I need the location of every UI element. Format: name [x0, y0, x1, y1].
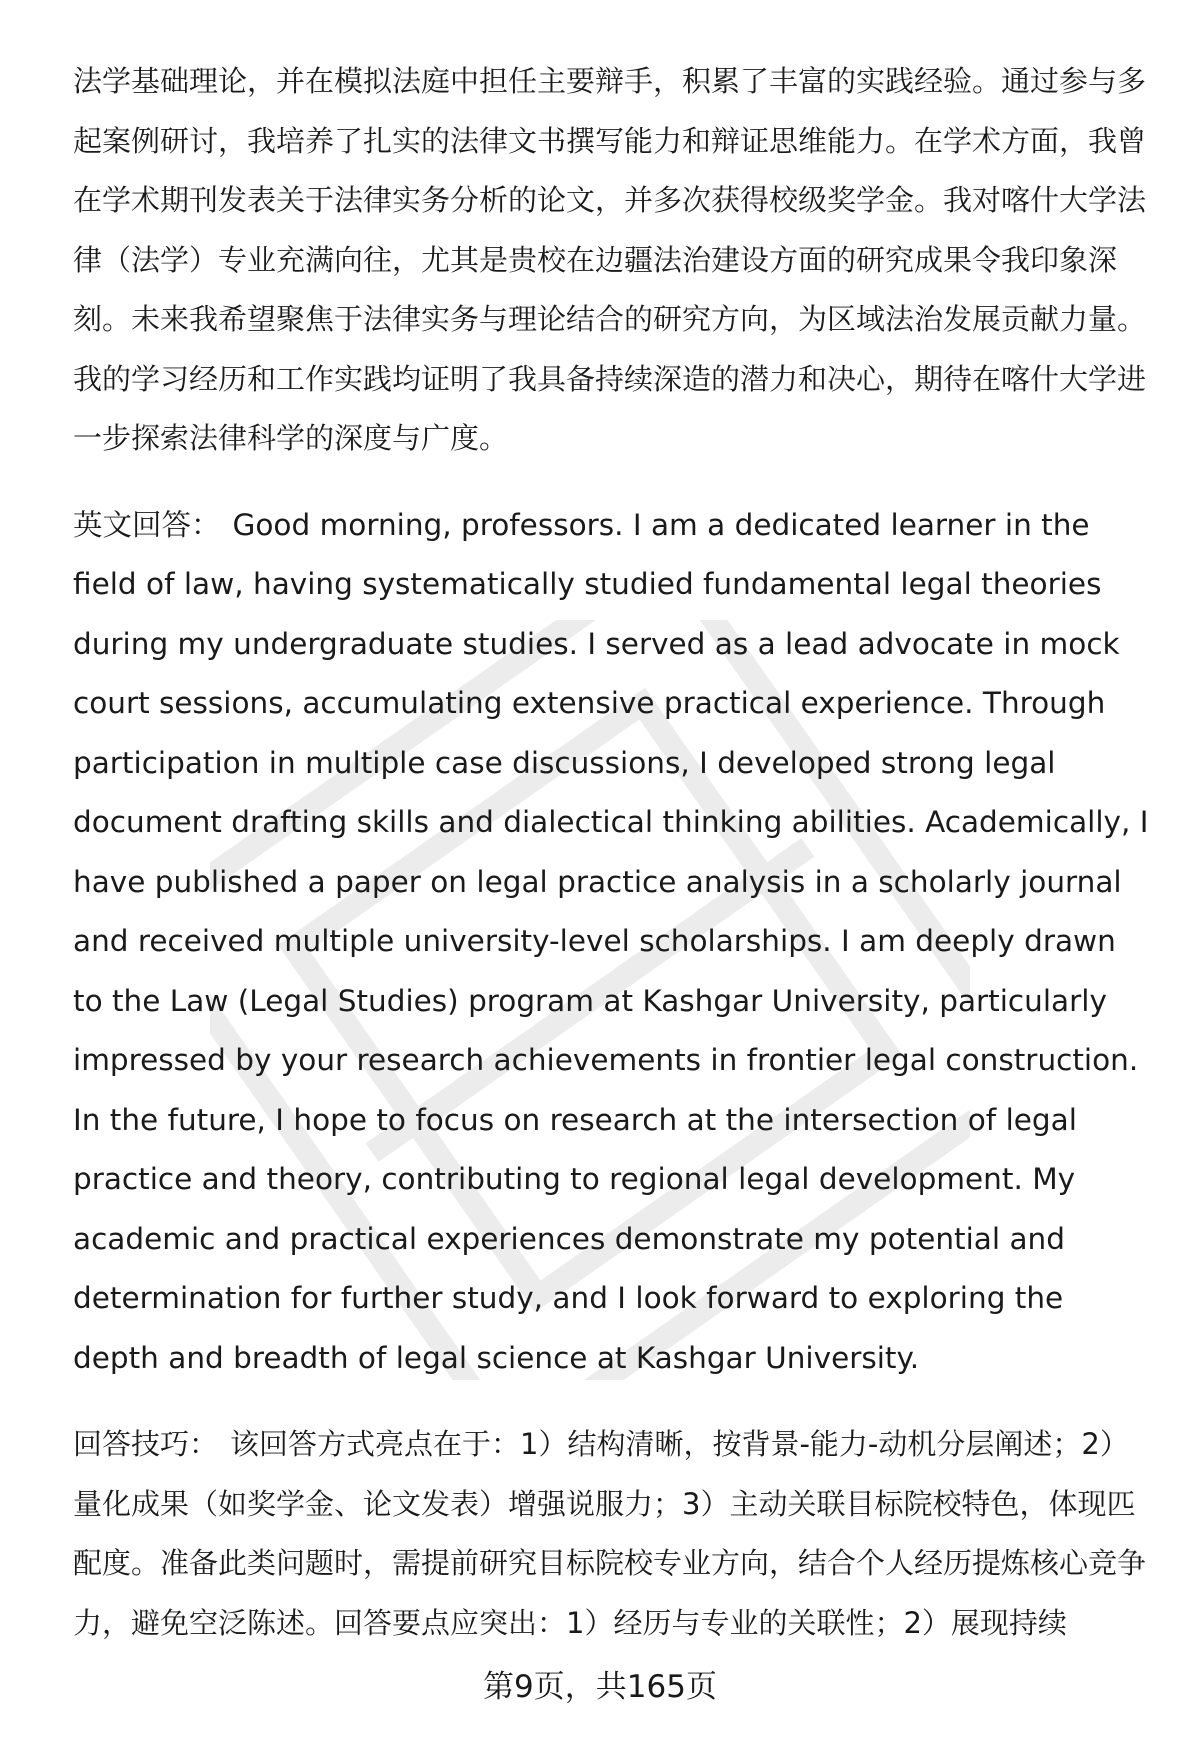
- paragraph-label: 回答技巧：: [73, 1427, 219, 1461]
- paragraph-answer-tips: [73, 1415, 1153, 1653]
- paragraph-english-answer: [73, 496, 1153, 1389]
- page-number-footer: 第9页，共165页: [483, 1669, 717, 1705]
- paragraph-text: 该回答方式亮点在于：1）结构清晰，按背景-能力-动机分层阐述；2）量化成果（如奖学金、论文发表）增强说服力；3）主动关联目标院校特色，体现匹配度。准备此类问题时，需提前研究目标院校专业方向，结合个人经历提炼核心竞争力，避免空泛陈述。回答要点应突出：1）经历与专业的关联性；2）展现持续: [73, 1427, 1147, 1640]
- paragraph-text: Good morning, professors. I am a dedicated learner in the field of law, having systematically studied fundamental legal theories during my undergraduate studies. I served as a lead advocate in mock court sessions, accumulating extensive practical experience. Through participation in multiple case discussions, I developed strong legal document drafting skills and dialectical thinking abilities. Academically, I have published a paper on legal practice analysis in a scholarly journal and received multiple university-level scholarships. I am deeply drawn to the Law (Legal Studies) program at Kashgar University, particularly impressed by your research achievements in frontier legal construction. In the future, I hope to focus on research at the intersection of legal practice and theory, contributing to regional legal development. My academic and practical experiences demonstrate my potential and determination for further study, and I look forward to exploring the depth and breadth of legal science at Kashgar University.: [73, 507, 1149, 1375]
- paragraph-chinese-answer-continued: [73, 52, 1153, 469]
- document-body: [73, 52, 1153, 1680]
- paragraph-label: 英文回答：: [73, 507, 221, 542]
- paragraph-text: 法学基础理论，并在模拟法庭中担任主要辩手，积累了丰富的实践经验。通过参与多起案例研讨，我培养了扎实的法律文书撰写能力和辩证思维能力。在学术方面，我曾在学术期刊发表关于法律实务分析的论文，并多次获得校级奖学金。我对喀什大学法律（法学）专业充满向往，尤其是贵校在边疆法治建设方面的研究成果令我印象深刻。未来我希望聚焦于法律实务与理论结合的研究方向，为区域法治发展贡献力量。我的学习经历和工作实践均证明了我具备持续深造的潜力和决心，期待在喀什大学进一步探索法律科学的深度与广度。: [73, 64, 1147, 455]
